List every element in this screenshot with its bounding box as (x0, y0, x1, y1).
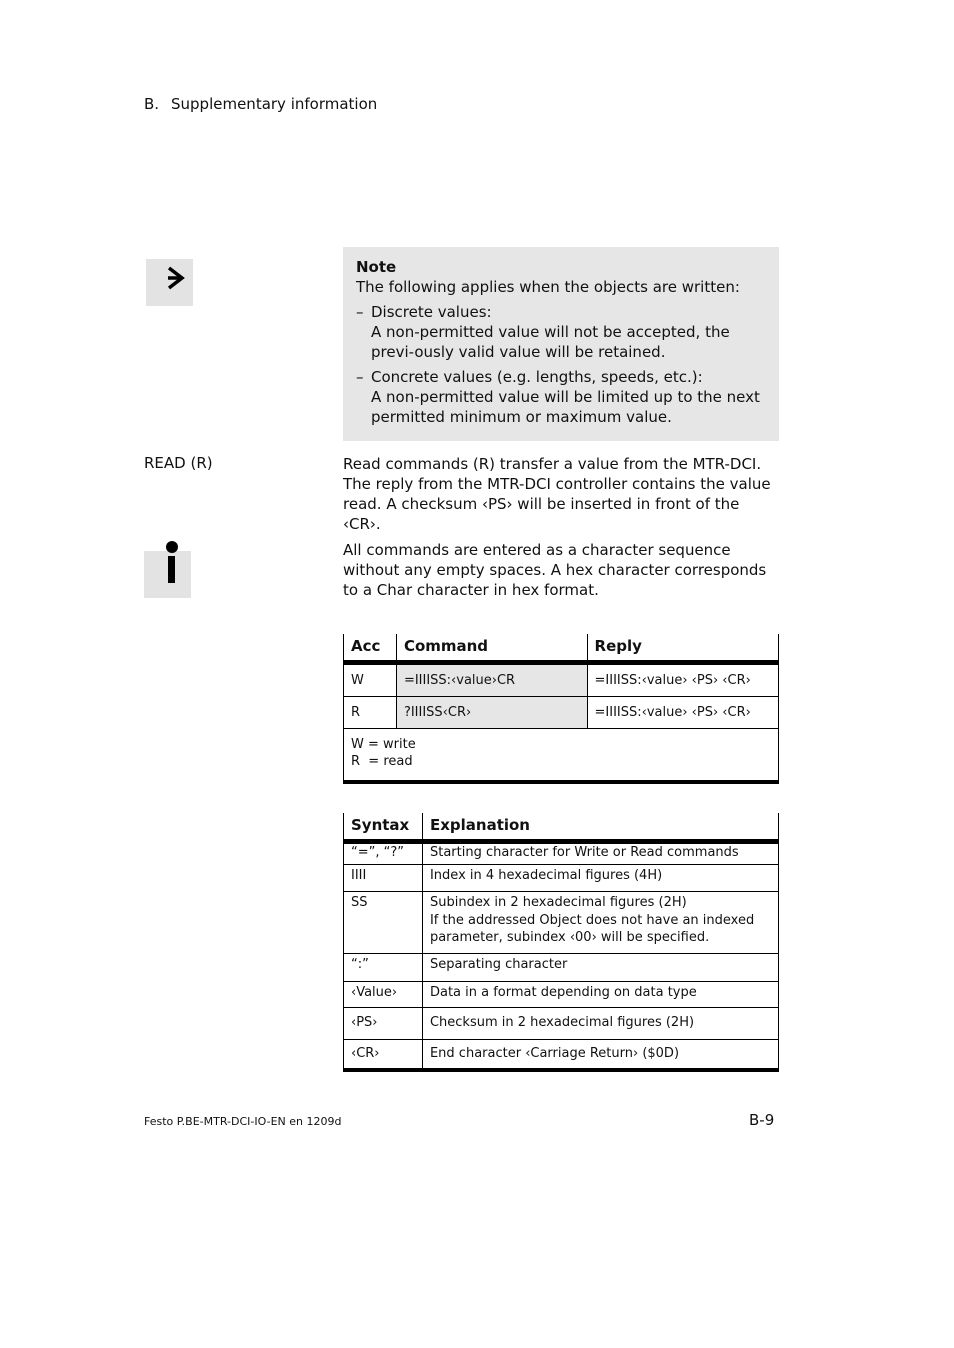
list-dash: – (356, 368, 364, 386)
syntax-table (343, 813, 779, 1072)
column-header: Explanation (422, 813, 778, 841)
legend-line: W = write (351, 736, 416, 752)
table-cell: Checksum in 2 hexadecimal figures (2H) (422, 1008, 778, 1040)
table-row (344, 841, 779, 865)
table-cell: End character ‹Carriage Return› ($0D) (422, 1040, 778, 1070)
table-legend (344, 728, 779, 782)
table-cell: Separating character (422, 954, 778, 982)
arrow-right-icon (146, 259, 193, 306)
table-row (344, 662, 779, 696)
column-header: Command (396, 634, 587, 662)
table-cell: Data in a format depending on data type (422, 982, 778, 1008)
page-number: B-9 (749, 1111, 775, 1129)
table-cell: Starting character for Write or Read commands (422, 841, 778, 865)
table-row (344, 696, 779, 728)
table-cell: =IIIISS:‹value›CR (396, 662, 587, 696)
section-header (144, 95, 377, 113)
table-cell: Subindex in 2 hexadecimal figures (2H) If the addressed Object does not have an indexed parameter, subindex ‹00› will be specified. (422, 892, 778, 954)
table-cell: “=”, “?” (344, 841, 423, 865)
table-cell: “:” (344, 954, 423, 982)
note-item (356, 302, 766, 362)
table-cell: =IIIISS:‹value› ‹PS› ‹CR› (587, 696, 778, 728)
table-cell: SS (344, 892, 423, 954)
column-header: Acc (344, 634, 397, 662)
table-cell: ‹Value› (344, 982, 423, 1008)
note-item-body: A non-permitted value will not be accepted, the previ-ously valid value will be retained. (371, 323, 730, 361)
table-row (344, 892, 779, 954)
list-dash: – (356, 303, 364, 321)
command-table (343, 634, 779, 784)
table-cell: ‹PS› (344, 1008, 423, 1040)
section-title: Supplementary information (171, 95, 378, 113)
read-description: Read commands (R) transfer a value from the MTR-DCI. The reply from the MTR-DCI controller contains the value read. A checksum ‹PS› will be inserted in front of the ‹CR›. (343, 455, 771, 533)
info-icon (144, 551, 191, 598)
column-header: Syntax (344, 813, 423, 841)
table-row (344, 954, 779, 982)
table-header-row (344, 813, 779, 841)
note-item-heading: Concrete values (e.g. lengths, speeds, etc.): (371, 368, 703, 386)
table-cell: Index in 4 hexadecimal figures (4H) (422, 865, 778, 892)
info-icon-dot (166, 541, 178, 553)
column-header: Reply (587, 634, 778, 662)
note-item-body: A non-permitted value will be limited up to the next permitted minimum or maximum value. (371, 388, 760, 426)
table-cell: IIII (344, 865, 423, 892)
note-title: Note (356, 258, 397, 276)
table-row (344, 982, 779, 1008)
read-label: READ (R) (144, 454, 213, 472)
table-cell: ?IIIISS‹CR› (396, 696, 587, 728)
note-intro: The following applies when the objects are written: (356, 278, 740, 296)
note-item-heading: Discrete values: (371, 303, 492, 321)
table-row (344, 1040, 779, 1070)
section-number: B. (144, 95, 160, 113)
table-row (344, 865, 779, 892)
legend-row (344, 728, 779, 782)
table-row (344, 1008, 779, 1040)
legend-line: R = read (351, 753, 413, 769)
table-cell: W (344, 662, 397, 696)
note-item (356, 367, 766, 427)
table-cell: =IIIISS:‹value› ‹PS› ‹CR› (587, 662, 778, 696)
table-cell: R (344, 696, 397, 728)
note-box (343, 247, 779, 441)
table-cell: ‹CR› (344, 1040, 423, 1070)
table-header-row (344, 634, 779, 662)
footer-doc-id: Festo P.BE-MTR-DCI-IO-EN en 1209d (144, 1115, 342, 1128)
info-text: All commands are entered as a character sequence without any empty spaces. A hex character corresponds to a Char character in hex format. (343, 541, 767, 599)
